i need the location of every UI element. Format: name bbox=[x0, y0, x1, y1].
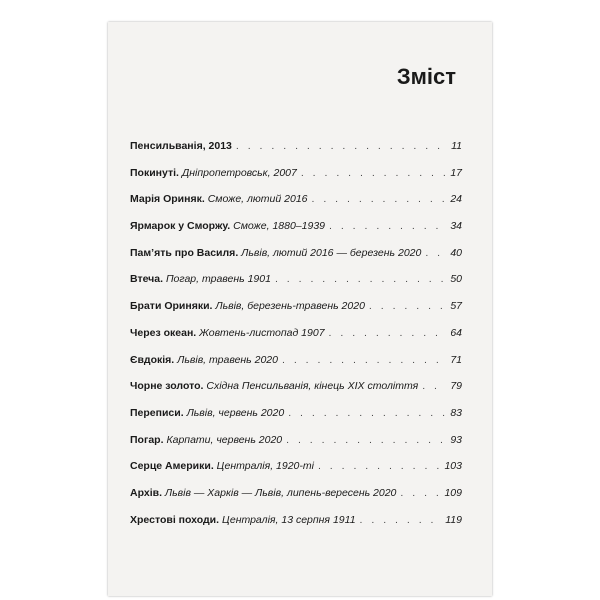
entry-title: Євдокія. bbox=[130, 353, 175, 366]
entry-page-number: 71 bbox=[450, 353, 462, 366]
toc-entry bbox=[130, 167, 462, 194]
entry-subtitle: Львів, червень 2020 bbox=[186, 406, 285, 419]
entry-page-number: 40 bbox=[450, 246, 462, 259]
entry-subtitle: Сможе, лютий 2016 bbox=[207, 193, 308, 206]
book-page bbox=[108, 22, 492, 596]
dot-leader bbox=[286, 434, 446, 446]
entry-title: Ярмарок у Сморжу. bbox=[130, 220, 231, 233]
toc-entry bbox=[130, 354, 462, 381]
dot-leader bbox=[312, 193, 447, 205]
entry-title: Пам’ять про Василя. bbox=[130, 246, 239, 259]
toc-entry bbox=[130, 460, 462, 487]
toc-entry bbox=[130, 273, 462, 300]
entry-page-number: 57 bbox=[450, 300, 462, 313]
entry-subtitle: Львів — Харків — Львів, липень-вересень 2020 bbox=[164, 486, 397, 499]
dot-leader bbox=[236, 140, 447, 152]
entry-subtitle: Східна Пенсильванія, кінець XIX століття bbox=[206, 380, 419, 393]
dot-leader bbox=[282, 354, 446, 366]
toc-entry bbox=[130, 380, 462, 407]
entry-subtitle: Карпати, червень 2020 bbox=[166, 433, 283, 446]
entry-title: Хрестові походи. bbox=[130, 513, 220, 526]
entry-title: Втеча. bbox=[130, 273, 164, 286]
entry-subtitle: Жовтень-листопад 1907 bbox=[199, 326, 325, 339]
entry-title: Серце Америки. bbox=[130, 460, 214, 473]
toc-entry bbox=[130, 220, 462, 247]
entry-subtitle: Сможе, 1880–1939 bbox=[233, 220, 326, 233]
toc-entry bbox=[130, 140, 462, 167]
entry-title: Марія Ориняк. bbox=[130, 193, 205, 206]
dot-leader bbox=[275, 273, 446, 285]
page-title: Зміст bbox=[396, 64, 456, 89]
dot-leader bbox=[425, 247, 446, 259]
entry-page-number: 17 bbox=[450, 166, 462, 179]
table-of-contents bbox=[130, 140, 462, 540]
entry-page-number: 109 bbox=[444, 486, 462, 499]
entry-page-number: 11 bbox=[451, 140, 462, 152]
entry-page-number: 79 bbox=[450, 380, 462, 393]
toc-entry bbox=[130, 407, 462, 434]
dot-leader bbox=[422, 380, 446, 392]
entry-page-number: 83 bbox=[450, 406, 462, 419]
entry-page-number: 64 bbox=[450, 326, 462, 339]
entry-title: Брати Ориняки. bbox=[130, 300, 213, 313]
entry-subtitle: Дніпропетровськ, 2007 bbox=[181, 166, 297, 179]
entry-title: Через океан. bbox=[130, 326, 197, 339]
entry-page-number: 103 bbox=[444, 460, 462, 473]
entry-subtitle: Погар, травень 1901 bbox=[165, 273, 271, 286]
dot-leader bbox=[288, 407, 446, 419]
entry-page-number: 119 bbox=[445, 513, 462, 526]
dot-leader bbox=[329, 220, 446, 232]
entry-page-number: 24 bbox=[450, 193, 462, 206]
entry-subtitle: Централія, 1920-ті bbox=[216, 460, 314, 473]
entry-title: Пенсильванія, 2013 bbox=[130, 140, 232, 152]
entry-page-number: 50 bbox=[450, 273, 462, 286]
entry-page-number: 34 bbox=[450, 220, 462, 233]
toc-entry bbox=[130, 487, 462, 514]
toc-entry bbox=[130, 300, 462, 327]
toc-entry bbox=[130, 327, 462, 354]
entry-title: Покинуті. bbox=[130, 166, 179, 179]
dot-leader bbox=[360, 514, 442, 526]
toc-entry bbox=[130, 434, 462, 461]
dot-leader bbox=[369, 300, 446, 312]
entry-title: Переписи. bbox=[130, 406, 184, 419]
entry-title: Чорне золото. bbox=[130, 380, 204, 393]
entry-subtitle: Львів, травень 2020 bbox=[177, 353, 278, 366]
dot-leader bbox=[301, 167, 446, 179]
dot-leader bbox=[329, 327, 447, 339]
entry-page-number: 93 bbox=[450, 433, 462, 446]
entry-subtitle: Львів, березень-травень 2020 bbox=[215, 300, 365, 313]
entry-title: Погар. bbox=[130, 433, 164, 446]
dot-leader bbox=[400, 487, 440, 499]
toc-entry bbox=[130, 193, 462, 220]
entry-title: Архів. bbox=[130, 486, 162, 499]
entry-subtitle: Львів, лютий 2016 — березень 2020 bbox=[241, 246, 422, 259]
toc-entry bbox=[130, 514, 462, 541]
entry-subtitle: Централія, 13 серпня 1911 bbox=[221, 513, 356, 526]
dot-leader bbox=[318, 460, 441, 472]
toc-entry bbox=[130, 247, 462, 274]
